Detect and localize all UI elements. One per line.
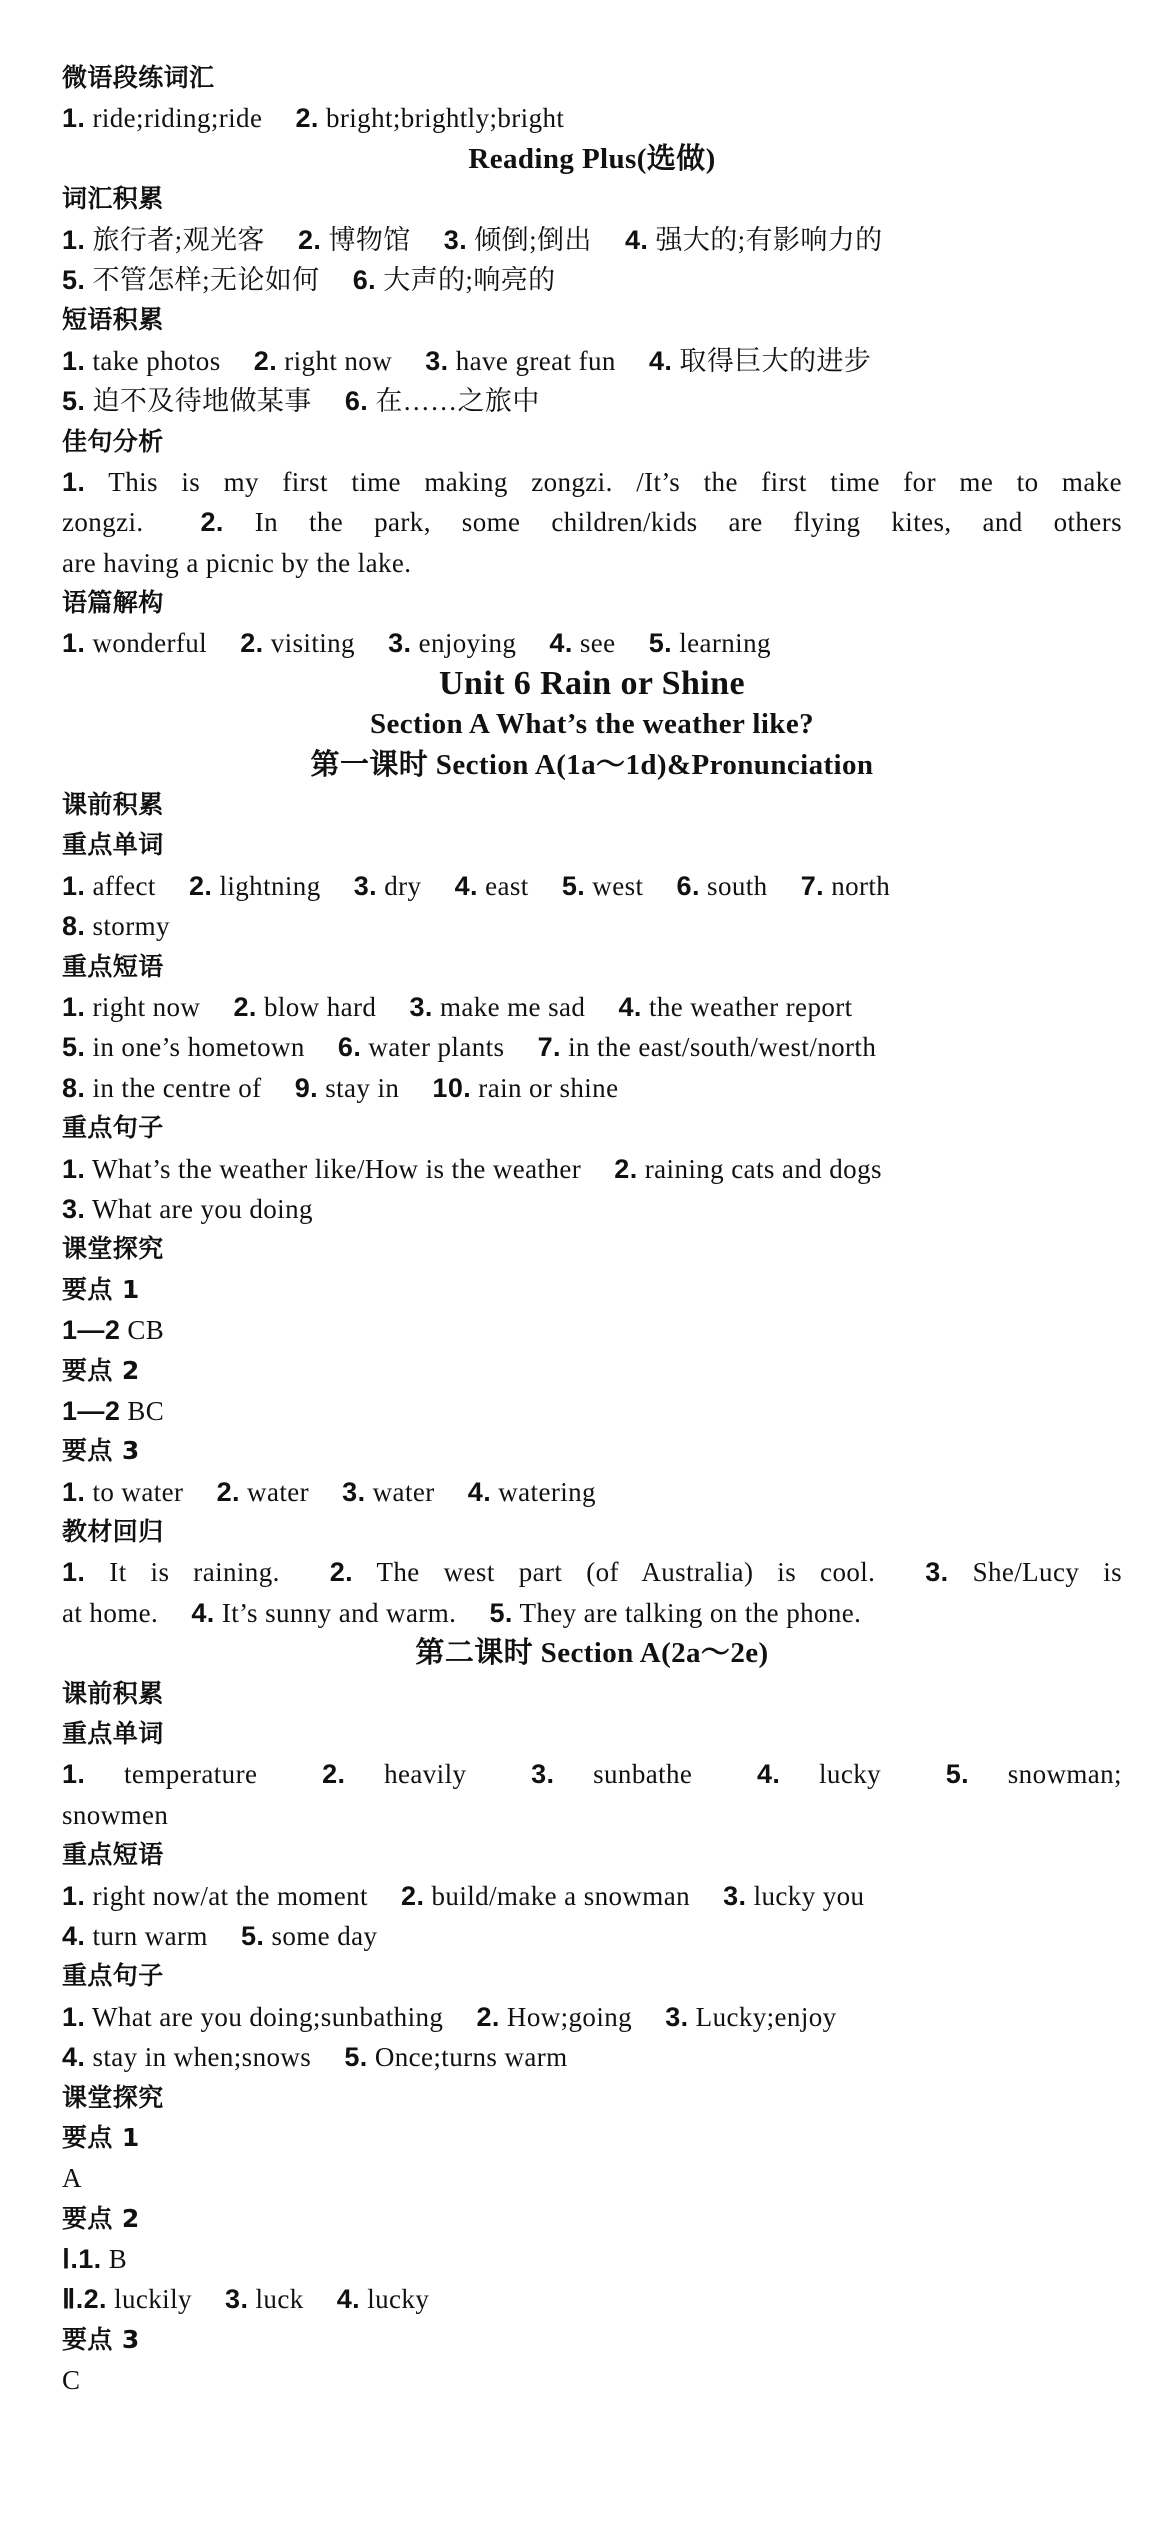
- section-heading: 重点句子: [62, 1961, 164, 1991]
- item-text: are having a picnic by the lake.: [62, 547, 412, 578]
- answer-item: [409, 992, 585, 1022]
- item-number: 1.: [62, 103, 86, 134]
- answer-item: [62, 103, 262, 133]
- item-number: 4.: [336, 2284, 361, 2315]
- item-text: zongzi.: [62, 507, 144, 538]
- section-heading: 课前积累: [62, 1678, 164, 1708]
- answer-item: [342, 1477, 434, 1507]
- item-number: 3.: [62, 1193, 86, 1224]
- answer-item: [62, 1759, 257, 1789]
- answer-item: [337, 2284, 429, 2314]
- item-number: 3.: [409, 991, 433, 1022]
- item-text: temperature: [124, 1759, 258, 1790]
- answer-line: [62, 1552, 1122, 1592]
- section-title: 第一课时 Section A(1a～1d)&Pronunciation: [310, 748, 874, 781]
- section-heading: 重点短语: [62, 1840, 164, 1870]
- answer-item: [62, 1032, 305, 1062]
- answer-line: [62, 987, 1122, 1027]
- item-text: water plants: [368, 1032, 505, 1063]
- item-number: 7.: [800, 870, 825, 901]
- item-number: 2.: [253, 345, 278, 376]
- item-number: 3.: [342, 1476, 366, 1507]
- answer-item: [62, 2284, 192, 2314]
- answer-line: [62, 98, 1122, 138]
- item-text: some day: [271, 1920, 378, 1951]
- item-number: 5.: [489, 1597, 513, 1628]
- item-number: 4.: [648, 345, 673, 376]
- answer-line: [62, 502, 1122, 542]
- item-text: 旅行者;观光客: [92, 224, 265, 255]
- item-text: stormy: [92, 911, 170, 942]
- item-text: 不管怎样;无论如何: [92, 264, 320, 295]
- answer-item: [62, 1154, 581, 1184]
- item-text: BC: [127, 1395, 165, 1426]
- item-text: blow hard: [263, 991, 377, 1022]
- item-number: 3.: [443, 224, 468, 255]
- answer-line: [62, 906, 1122, 946]
- item-number: 9.: [294, 1072, 319, 1103]
- item-text: bright;brightly;bright: [325, 103, 565, 134]
- item-text: ride;riding;ride: [92, 103, 263, 134]
- item-text: luck: [255, 2284, 304, 2315]
- section-title: Section A What’s the weather like?: [369, 708, 815, 741]
- item-text: in the centre of: [92, 1072, 262, 1103]
- answer-item: [295, 1073, 400, 1103]
- item-text: snowman;: [1007, 1759, 1122, 1790]
- answer-item: [344, 2042, 567, 2072]
- answer-item: [62, 1921, 208, 1951]
- item-number: 2.: [614, 1153, 638, 1184]
- item-number: 4.: [454, 870, 478, 901]
- item-text: 在……之旅中: [375, 386, 540, 417]
- item-text: right now/at the moment: [92, 1880, 368, 1911]
- item-text: right now: [284, 345, 393, 376]
- section-heading: 要点 1: [62, 2122, 140, 2152]
- section-title: 第二课时 Section A(2a～2e): [415, 1637, 769, 1670]
- answer-line: [62, 1916, 1122, 1956]
- answer-item: [191, 1598, 456, 1628]
- answer-line: [62, 1754, 1122, 1794]
- item-number: 5.: [62, 386, 86, 417]
- item-text: enjoying: [418, 628, 517, 659]
- item-text: In the park, some children/kids are flying kites, and others: [254, 507, 1122, 538]
- item-number: 4.: [624, 224, 649, 255]
- item-number: 5.: [945, 1759, 970, 1790]
- item-number: 5.: [648, 628, 673, 659]
- answer-item: [62, 1598, 158, 1628]
- answer-line: [62, 1593, 1122, 1633]
- item-number: 3.: [388, 628, 412, 659]
- answer-item: [62, 1396, 164, 1426]
- item-text: What are you doing: [92, 1193, 313, 1224]
- item-number: 1.: [62, 1153, 86, 1184]
- answer-line: [62, 1027, 1122, 1067]
- item-text: Lucky;enjoy: [695, 2001, 837, 2032]
- answer-item: [62, 1073, 262, 1103]
- answer-line: [62, 260, 1122, 300]
- item-text: lucky: [367, 2284, 430, 2315]
- answer-item: [62, 1881, 368, 1911]
- answer-line: [62, 462, 1122, 502]
- answer-item: [432, 1073, 618, 1103]
- answer-item: [946, 1759, 1122, 1789]
- item-text: It’s sunny and warm.: [221, 1597, 457, 1628]
- answer-line: [62, 2037, 1122, 2077]
- item-text: south: [707, 870, 768, 901]
- item-text: affect: [92, 870, 156, 901]
- answer-item: [723, 1881, 864, 1911]
- answer-item: [241, 1921, 377, 1951]
- item-text: B: [108, 2244, 128, 2275]
- section-heading: 词汇积累: [62, 184, 164, 214]
- item-text: in the east/south/west/north: [568, 1032, 877, 1063]
- answer-item: [322, 1759, 466, 1789]
- item-text: This is my first time making zongzi. /It’s the first time for me to make: [108, 466, 1122, 497]
- item-number: 3.: [225, 2284, 249, 2315]
- answer-item: [618, 992, 852, 1022]
- item-text: raining cats and dogs: [644, 1153, 882, 1184]
- item-number: 2.: [216, 1476, 240, 1507]
- item-text: lightning: [219, 870, 321, 901]
- answer-item: [549, 628, 615, 658]
- answer-line: [62, 1876, 1122, 1916]
- item-text: lucky: [819, 1759, 882, 1790]
- item-number: Ⅱ.2.: [62, 2284, 107, 2315]
- answer-line: [62, 2279, 1122, 2319]
- answer-item: [240, 628, 355, 658]
- item-text: watering: [498, 1476, 596, 1507]
- item-text: water: [247, 1476, 310, 1507]
- item-text: in one’s hometown: [92, 1032, 305, 1063]
- section-heading: 重点单词: [62, 1719, 164, 1749]
- item-number: 5.: [62, 264, 86, 295]
- answer-item: [468, 1477, 596, 1507]
- answer-line: [62, 1997, 1122, 2037]
- item-number: 1.: [62, 466, 86, 497]
- item-number: 1.: [62, 1759, 86, 1790]
- answer-item: [62, 911, 170, 941]
- section-heading: 语篇解构: [62, 588, 164, 618]
- answer-item: [62, 871, 156, 901]
- item-text: make me sad: [439, 991, 586, 1022]
- item-number: 10.: [432, 1072, 472, 1103]
- answer-item: [62, 2244, 127, 2274]
- answer-item: [665, 2002, 836, 2032]
- section-heading: 微语段练词汇: [62, 63, 215, 92]
- answer-item: [62, 2365, 80, 2395]
- item-text: stay in when;snows: [92, 2042, 312, 2073]
- item-text: The west part (of Australia) is cool.: [376, 1557, 876, 1588]
- item-text: snowmen: [62, 1799, 169, 1830]
- answer-item: [388, 628, 516, 658]
- answer-item: [62, 507, 144, 537]
- answer-item: [330, 1557, 876, 1587]
- answer-item: [62, 386, 312, 416]
- item-number: 2.: [295, 103, 319, 134]
- item-number: 3.: [425, 345, 449, 376]
- answer-item: [225, 2284, 304, 2314]
- item-text: 博物馆: [328, 224, 411, 255]
- item-number: 2.: [401, 1880, 425, 1911]
- item-number: 3.: [353, 870, 378, 901]
- item-number: 1.: [62, 1557, 86, 1588]
- answer-item: [614, 1154, 882, 1184]
- section-heading: 要点 2: [62, 2203, 140, 2233]
- item-text: at home.: [62, 1597, 159, 1628]
- answer-item: [562, 871, 644, 901]
- answer-item: [354, 871, 422, 901]
- answer-item: [62, 1194, 313, 1224]
- section-heading: 重点短语: [62, 951, 164, 981]
- answer-item: [62, 1477, 183, 1507]
- item-text: It is raining.: [109, 1557, 280, 1588]
- item-text: learning: [679, 628, 771, 659]
- item-number: 8.: [62, 911, 86, 942]
- item-text: She/Lucy is: [972, 1557, 1123, 1588]
- answer-line: [62, 1189, 1122, 1229]
- answer-item: [476, 2002, 632, 2032]
- section-heading: 课堂探究: [62, 1234, 164, 1264]
- answer-item: [677, 871, 768, 901]
- answer-item: [298, 225, 411, 255]
- answer-item: [254, 346, 392, 376]
- item-number: 4.: [618, 991, 642, 1022]
- item-text: 取得巨大的进步: [679, 345, 872, 376]
- answer-item: [200, 507, 1122, 537]
- answer-item: [757, 1759, 881, 1789]
- item-text: turn warm: [92, 1920, 208, 1951]
- item-number: 4.: [62, 1920, 86, 1951]
- answer-item: [217, 1477, 309, 1507]
- answer-item: [233, 992, 376, 1022]
- answer-item: [649, 628, 771, 658]
- item-number: 5.: [561, 870, 586, 901]
- item-text: They are talking on the phone.: [519, 1597, 862, 1628]
- item-number: 6.: [344, 386, 369, 417]
- section-heading: 重点单词: [62, 830, 164, 860]
- item-number: 2.: [329, 1557, 354, 1588]
- item-number: 1.: [62, 628, 86, 659]
- answer-item: [649, 346, 871, 376]
- item-number: 7.: [537, 1032, 561, 1063]
- answer-item: [62, 628, 207, 658]
- answer-item: [801, 871, 890, 901]
- item-text: 倾倒;倒出: [474, 224, 592, 255]
- item-number: 6.: [337, 1032, 362, 1063]
- item-text: lucky you: [753, 1880, 865, 1911]
- item-number: 6.: [676, 870, 700, 901]
- item-text: 强大的;有影响力的: [655, 224, 883, 255]
- item-number: 2.: [189, 870, 213, 901]
- item-number: 2.: [322, 1759, 346, 1790]
- answer-line: [62, 1149, 1122, 1189]
- item-text: water: [372, 1476, 435, 1507]
- section-heading: 要点 2: [62, 1355, 140, 1385]
- answer-line: [62, 1795, 1122, 1835]
- answer-item: [62, 1800, 168, 1830]
- answer-line: [62, 2158, 1122, 2198]
- item-text: CB: [127, 1315, 165, 1346]
- answer-item: [531, 1759, 692, 1789]
- item-text: Once;turns warm: [374, 2042, 568, 2073]
- item-number: 5.: [240, 1920, 265, 1951]
- item-text: rain or shine: [478, 1072, 619, 1103]
- item-number: 2.: [200, 507, 224, 538]
- answer-item: [353, 265, 556, 295]
- answer-line: [62, 1310, 1122, 1350]
- item-number: Ⅰ.1.: [62, 2244, 102, 2275]
- answer-line: [62, 1472, 1122, 1512]
- item-number: 3.: [723, 1880, 747, 1911]
- section-title: Reading Plus(选做): [468, 142, 716, 175]
- item-text: take photos: [92, 345, 221, 376]
- item-text: heavily: [384, 1759, 467, 1790]
- item-text: What’s the weather like/How is the weather: [92, 1153, 582, 1184]
- item-number: 1.: [62, 224, 86, 255]
- answer-item: [62, 2163, 82, 2193]
- item-number: 4.: [191, 1597, 215, 1628]
- answer-item: [925, 1557, 1122, 1587]
- section-heading: 重点句子: [62, 1113, 164, 1143]
- item-text: visiting: [270, 628, 355, 659]
- item-number: 2.: [297, 224, 322, 255]
- item-text: west: [592, 870, 644, 901]
- section-heading: 要点 1: [62, 1274, 140, 1304]
- answer-line: [62, 623, 1122, 663]
- answer-item: [62, 346, 221, 376]
- item-number: 8.: [62, 1072, 86, 1103]
- item-number: 4.: [757, 1759, 781, 1790]
- item-text: 迫不及待地做某事: [92, 386, 312, 417]
- answer-item: [189, 871, 321, 901]
- item-text: to water: [92, 1476, 184, 1507]
- answer-item: [62, 1315, 164, 1345]
- item-number: 1—2: [62, 1395, 121, 1426]
- answer-item: [625, 225, 883, 255]
- section-heading: 短语积累: [62, 305, 164, 335]
- item-number: 1.: [62, 2001, 86, 2032]
- section-heading: 教材回归: [62, 1517, 164, 1547]
- item-number: 1.: [62, 870, 86, 901]
- item-text: dry: [384, 870, 422, 901]
- answer-line: [62, 543, 1122, 583]
- item-number: 2.: [233, 991, 257, 1022]
- answer-line: [62, 2360, 1122, 2400]
- section-heading: 要点 3: [62, 1436, 140, 1466]
- item-number: 5.: [62, 1032, 86, 1063]
- section-heading: 要点 3: [62, 2324, 140, 2354]
- item-text: see: [579, 628, 616, 659]
- item-text: have great fun: [455, 345, 616, 376]
- answer-item: [62, 1557, 280, 1587]
- item-number: 4.: [549, 628, 573, 659]
- answer-line: [62, 341, 1122, 381]
- answer-item: [489, 1598, 861, 1628]
- answer-item: [62, 2002, 443, 2032]
- item-number: 1.: [62, 991, 86, 1022]
- item-text: wonderful: [92, 628, 208, 659]
- answer-item: [338, 1032, 505, 1062]
- item-text: the weather report: [648, 991, 853, 1022]
- item-number: 1.: [62, 345, 86, 376]
- answer-line: [62, 1391, 1122, 1431]
- item-number: 3.: [925, 1557, 949, 1588]
- item-number: 1—2: [62, 1315, 121, 1346]
- item-number: 3.: [665, 2001, 689, 2032]
- item-number: 1.: [62, 1880, 86, 1911]
- answer-item: [62, 2042, 311, 2072]
- item-text: How;going: [506, 2001, 633, 2032]
- item-number: 3.: [531, 1759, 555, 1790]
- item-text: stay in: [325, 1072, 400, 1103]
- item-number: 2.: [476, 2001, 500, 2032]
- answer-line: [62, 220, 1122, 260]
- item-number: 4.: [467, 1476, 492, 1507]
- answer-item: [425, 346, 616, 376]
- section-heading: 课堂探究: [62, 2082, 164, 2112]
- item-number: 5.: [344, 2042, 368, 2073]
- item-text: sunbathe: [593, 1759, 693, 1790]
- answer-item: [401, 1881, 690, 1911]
- answer-item: [296, 103, 565, 133]
- answer-item: [538, 1032, 877, 1062]
- item-text: What are you doing;sunbathing: [92, 2001, 444, 2032]
- answer-page: [62, 58, 1122, 2401]
- item-number: 6.: [352, 264, 377, 295]
- item-text: 大声的;响亮的: [383, 264, 556, 295]
- answer-item: [62, 225, 265, 255]
- item-text: luckily: [114, 2284, 192, 2315]
- answer-item: [62, 992, 200, 1022]
- item-text: C: [62, 2365, 81, 2396]
- answer-item: [62, 467, 1122, 497]
- item-text: build/make a snowman: [431, 1880, 690, 1911]
- item-number: 4.: [62, 2042, 86, 2073]
- answer-line: [62, 1068, 1122, 1108]
- item-number: 1.: [62, 1476, 86, 1507]
- answer-item: [62, 265, 320, 295]
- answer-item: [444, 225, 592, 255]
- item-text: east: [485, 870, 529, 901]
- item-number: 2.: [240, 628, 264, 659]
- section-heading: 佳句分析: [62, 426, 164, 456]
- section-heading: 课前积累: [62, 790, 164, 820]
- answer-line: [62, 381, 1122, 421]
- answer-item: [62, 548, 411, 578]
- item-text: A: [62, 2163, 82, 2194]
- answer-item: [455, 871, 529, 901]
- item-text: right now: [92, 991, 201, 1022]
- item-text: north: [831, 870, 891, 901]
- answer-line: [62, 866, 1122, 906]
- answer-item: [345, 386, 540, 416]
- unit-title: Unit 6 Rain or Shine: [439, 664, 745, 702]
- answer-line: [62, 2239, 1122, 2279]
